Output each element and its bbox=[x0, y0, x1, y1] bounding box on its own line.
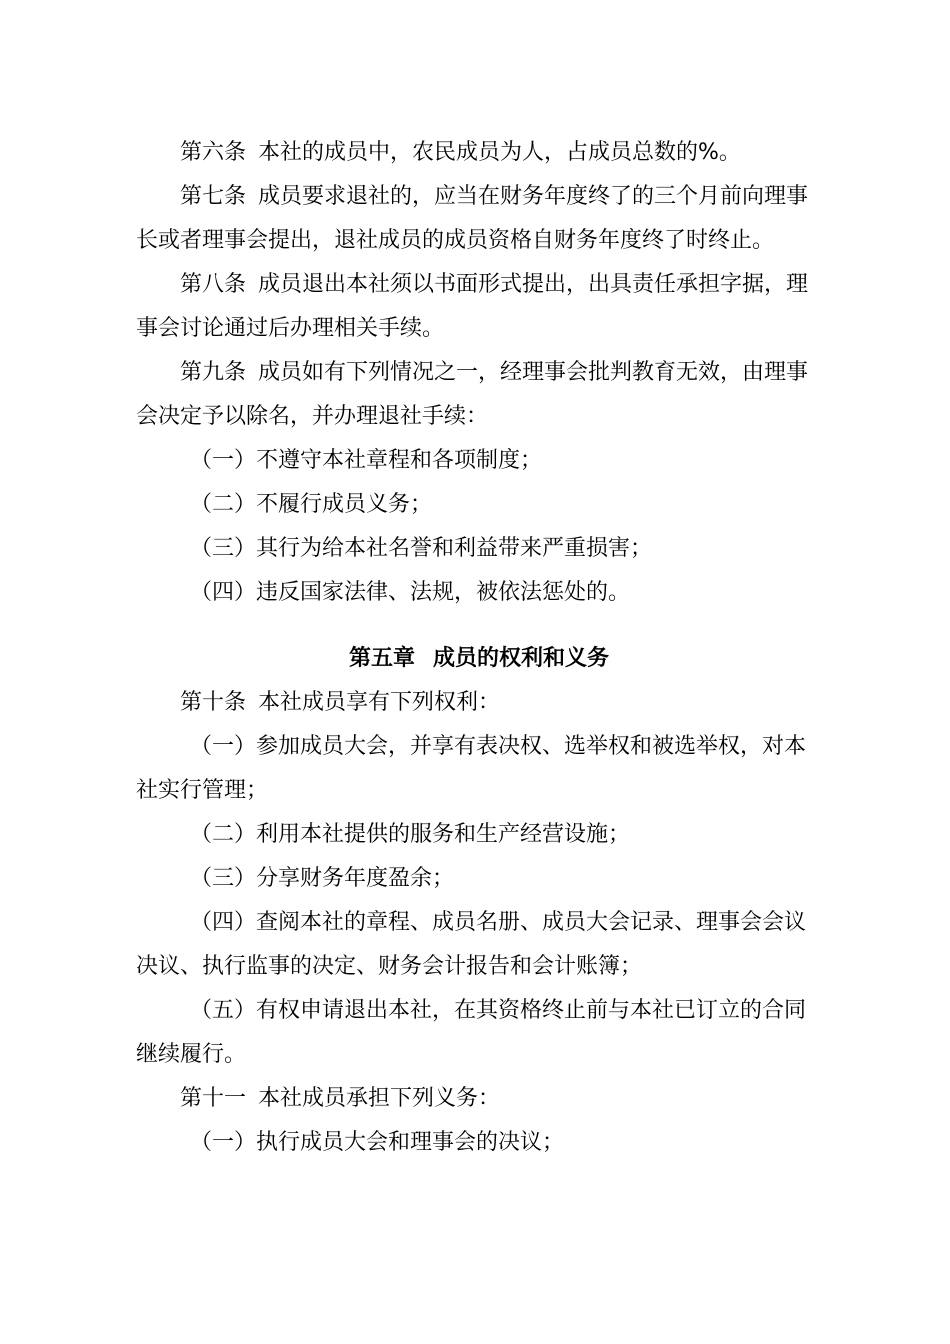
article-9-item-4: （四）违反国家法律、法规，被依法惩处的。 bbox=[190, 580, 631, 605]
article-text: 本社成员承担下列义务： bbox=[258, 1086, 501, 1111]
article-number: 第十一 bbox=[180, 1086, 247, 1111]
article-text: 本社的成员中，农民成员为人，占成员总数的%。 bbox=[258, 140, 741, 165]
article-11 bbox=[136, 1077, 812, 1121]
chapter-number: 第五章 bbox=[348, 646, 415, 671]
article-number: 第七条 bbox=[180, 184, 247, 209]
article-10-item-1: （一）参加成员大会，并享有表决权、选举权和被选举权，对本社实行管理； bbox=[136, 734, 807, 803]
article-number: 第八条 bbox=[180, 272, 247, 297]
article-text: 成员退出本社须以书面形式提出，出具责任承担字据，理事会讨论通过后办理相关手续。 bbox=[136, 272, 809, 341]
article-number: 第十条 bbox=[180, 690, 247, 715]
article-9-item-2: （二）不履行成员义务； bbox=[190, 492, 433, 517]
article-number: 第九条 bbox=[180, 360, 247, 385]
document-page bbox=[136, 131, 812, 1165]
chapter-title: 成员的权利和义务 bbox=[433, 646, 610, 671]
article-10-item-3: （三）分享财务年度盈余； bbox=[190, 866, 455, 891]
article-6 bbox=[136, 131, 812, 175]
article-9 bbox=[136, 351, 812, 439]
article-7 bbox=[136, 175, 812, 263]
article-number: 第六条 bbox=[180, 140, 247, 165]
article-10 bbox=[136, 681, 812, 725]
article-text: 本社成员享有下列权利： bbox=[258, 690, 501, 715]
article-10-item-2: （二）利用本社提供的服务和生产经营设施； bbox=[190, 822, 631, 847]
article-9-item-1: （一）不遵守本社章程和各项制度； bbox=[190, 448, 543, 473]
article-10-item-4: （四）查阅本社的章程、成员名册、成员大会记录、理事会会议决议、执行监事的决定、财务会计报告和会计账簿； bbox=[136, 910, 807, 979]
chapter-heading bbox=[136, 637, 812, 681]
article-text: 成员如有下列情况之一，经理事会批判教育无效，由理事会决定予以除名，并办理退社手续： bbox=[136, 360, 809, 429]
article-8 bbox=[136, 263, 812, 351]
article-text: 成员要求退社的，应当在财务年度终了的三个月前向理事长或者理事会提出，退社成员的成员资格自财务年度终了时终止。 bbox=[136, 184, 809, 253]
article-10-item-5: （五）有权申请退出本社，在其资格终止前与本社已订立的合同继续履行。 bbox=[136, 998, 807, 1067]
article-11-item-1: （一）执行成员大会和理事会的决议； bbox=[190, 1130, 565, 1155]
article-9-item-3: （三）其行为给本社名誉和利益带来严重损害； bbox=[190, 536, 653, 561]
